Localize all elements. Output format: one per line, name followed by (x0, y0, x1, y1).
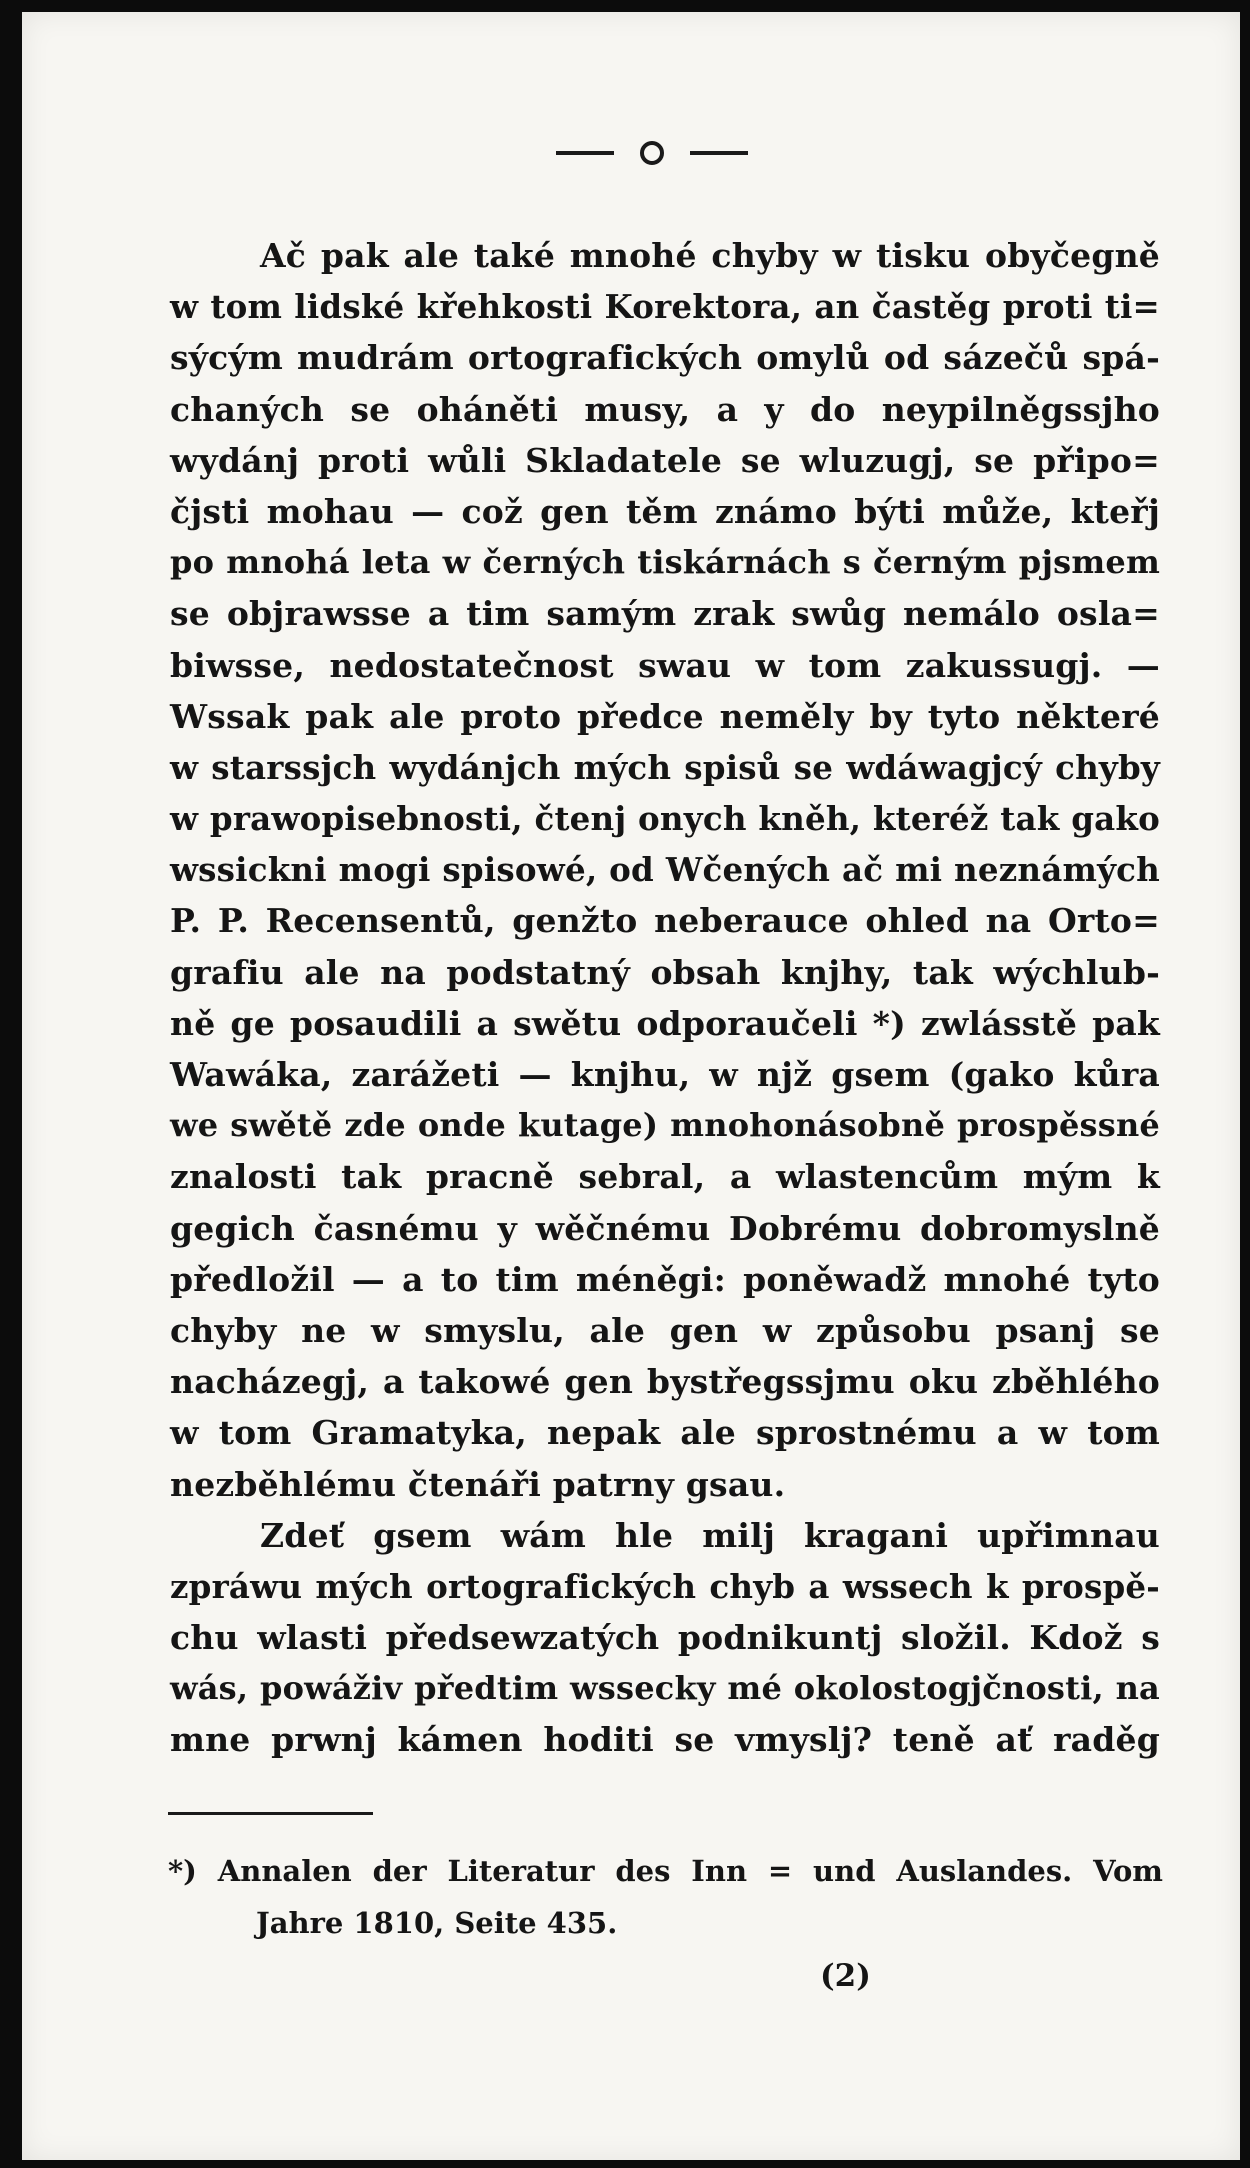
text-line: nezběhlému čtenáři patrny gsau. (170, 1464, 786, 1504)
main-text (170, 230, 1160, 1766)
footnote-rule (168, 1812, 373, 1815)
ornament-dash-right (690, 151, 748, 155)
text-line: se objrawsse a tim samým zrak swůg nemálo osla= (170, 594, 1160, 634)
text-line: po mnohá leta w černých tiskárnách s černým pjsmem (170, 543, 1160, 582)
header-ornament (542, 138, 762, 168)
text-line: čjsti mohau — což gen těm známo býti může, kteřj (170, 491, 1160, 531)
book-page (22, 12, 1240, 2160)
text-line: biwsse, nedostatečnost swau w tom zakussugj. — (170, 645, 1160, 685)
text-line: ně ge posaudili a swětu odporaučeli *) zwlásstě pak (170, 1003, 1160, 1043)
text-line: w tom lidské křehkosti Korektora, an častěg proti ti= (170, 287, 1160, 327)
text-line: we swětě zde onde kutage) mnohonásobně prospěssné (170, 1106, 1160, 1145)
text-line: w tom Gramatyka, nepak ale sprostnému a w tom (170, 1413, 1160, 1453)
text-line: Ač pak ale také mnohé chyby w tisku obyčegně (260, 236, 1160, 275)
ornament-dash-left (556, 151, 614, 155)
text-line: wssickni mogi spisowé, od Wčených ač mi neznámých (170, 850, 1160, 890)
text-line: P. P. Recensentů, genžto neberauce ohled na Orto= (170, 901, 1160, 941)
ornament-circle-icon (640, 141, 664, 165)
text-line: wás, powáživ předtim wssecky mé okolostogjčnosti, na (170, 1669, 1160, 1708)
footnote-line: *) Annalen der Literatur des Inn = und Auslandes. Vom (168, 1854, 1163, 1888)
text-line: grafiu ale na podstatný obsah knjhy, tak wýchlub- (170, 952, 1160, 992)
text-line: chyby ne w smyslu, ale gen w způsobu psanj se (170, 1310, 1160, 1350)
text-line: gegich časnému y wěčnému Dobrému dobromyslně (170, 1208, 1160, 1248)
footnote-line: Jahre 1810, Seite 435. (256, 1906, 618, 1940)
text-line: mne prwnj kámen hoditi se vmyslj? teně ať raděg (170, 1720, 1160, 1760)
text-line: w starssjch wydánjch mých spisů se wdáwagjcý chyby (170, 747, 1160, 787)
text-line: chu wlasti předsewzatých podnikuntj složil. Kdož s (170, 1618, 1160, 1658)
text-line: znalosti tak pracně sebral, a wlastencům mým k (170, 1157, 1160, 1197)
text-line: sýcým mudrám ortografických omylů od sázečů spá- (170, 338, 1160, 378)
text-line: předložil — a to tim méněgi: poněwadž mnohé tyto (170, 1259, 1160, 1299)
text-line: Wssak pak ale proto předce neměly by tyto některé (170, 696, 1160, 736)
text-line: wydánj proti wůli Skladatele se wluzugj, se připo= (170, 440, 1160, 480)
text-line: w prawopisebnosti, čtenj onych kněh, kteréž tak gako (170, 799, 1160, 839)
text-line: nacházegj, a takowé gen bystřegssjmu oku zběhlého (170, 1362, 1160, 1402)
text-line: zpráwu mých ortografických chyb a wssech k prospě- (170, 1566, 1160, 1606)
signature-mark: (2) (820, 1958, 871, 1994)
footnote (168, 1845, 1163, 1949)
text-line: Wawáka, zarážeti — knjhu, w njž gsem (gako kůra (170, 1055, 1160, 1094)
text-line: chaných se oháněti musy, a y do neypilněgssjho (170, 389, 1160, 429)
text-line: Zdeť gsem wám hle milj kragani upřimnau (260, 1515, 1160, 1555)
